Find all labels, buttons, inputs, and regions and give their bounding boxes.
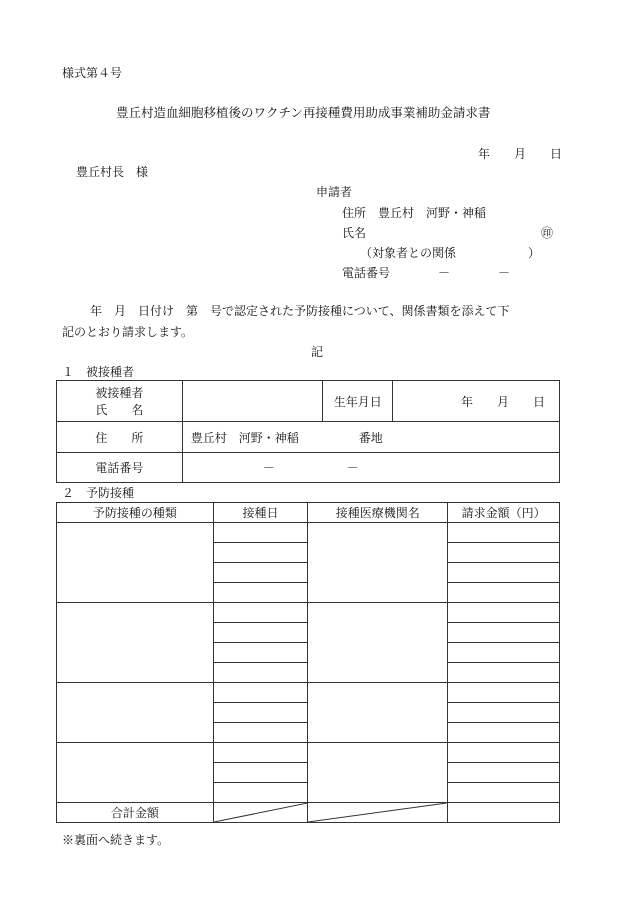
applicant-address: 住所 豊丘村 河野・神稲 <box>342 206 487 220</box>
body-text-line2: 記のとおり請求します。 <box>62 325 194 339</box>
claim-amount-cell[interactable] <box>448 783 560 803</box>
vaccine-type-cell[interactable] <box>57 743 214 803</box>
medical-institution-cell[interactable] <box>308 683 448 743</box>
vaccine-type-cell[interactable] <box>57 523 214 603</box>
applicant-relation: （対象者との関係 ） <box>360 246 541 260</box>
claim-amount-cell[interactable] <box>448 683 560 703</box>
vaccination-date-cell[interactable] <box>213 543 308 563</box>
claim-amount-cell[interactable] <box>448 663 560 683</box>
birthdate-label: 生年月日 <box>323 381 393 422</box>
recipient-name-label-2: 氏 名 <box>95 403 144 417</box>
claim-amount-cell[interactable] <box>448 583 560 603</box>
vaccination-date-cell[interactable] <box>213 643 308 663</box>
vaccination-date-cell[interactable] <box>213 563 308 583</box>
header-vaccination-date: 接種日 <box>213 503 308 523</box>
medical-institution-cell[interactable] <box>308 603 448 683</box>
claim-amount-cell[interactable] <box>448 743 560 763</box>
header-vaccine-type: 予防接種の種類 <box>57 503 214 523</box>
section1-heading: １ 被接種者 <box>62 365 135 379</box>
birthdate-value[interactable]: 年 月 日 <box>393 381 560 422</box>
vaccination-date-cell[interactable] <box>213 583 308 603</box>
claim-amount-cell[interactable] <box>448 703 560 723</box>
section2-heading: ２ 予防接種 <box>62 486 135 500</box>
recipient-phone-value[interactable] <box>182 453 559 483</box>
recipient-name-label-1: 被接種者 <box>95 386 144 400</box>
applicant-phone: 電話番号 － － <box>342 266 511 280</box>
applicant-label: 申請者 <box>316 185 353 199</box>
vaccination-date-cell[interactable] <box>213 683 308 703</box>
vaccination-date-cell[interactable] <box>213 763 308 783</box>
claim-amount-cell[interactable] <box>448 723 560 743</box>
total-amount-cell[interactable] <box>448 803 560 823</box>
vaccination-date-cell[interactable] <box>213 623 308 643</box>
claim-amount-cell[interactable] <box>448 603 560 623</box>
diagonal-strike <box>214 803 308 822</box>
total-institution-struck-cell <box>308 803 448 823</box>
footer-note: ※裏面へ続きます。 <box>62 833 170 847</box>
applicant-name-label: 氏名 <box>342 226 367 240</box>
claim-amount-cell[interactable] <box>448 623 560 643</box>
claim-amount-cell[interactable] <box>448 543 560 563</box>
form-number: 様式第４号 <box>62 66 123 80</box>
vaccine-type-cell[interactable] <box>57 603 214 683</box>
claim-amount-cell[interactable] <box>448 523 560 543</box>
addressee: 豊丘村長 様 <box>76 165 149 179</box>
claim-amount-cell[interactable] <box>448 643 560 663</box>
medical-institution-cell[interactable] <box>308 523 448 603</box>
recipient-name-label <box>57 381 183 422</box>
total-label: 合計金額 <box>57 803 214 823</box>
vaccination-date-cell[interactable] <box>213 723 308 743</box>
header-medical-institution: 接種医療機関名 <box>308 503 448 523</box>
recipient-table <box>56 380 560 483</box>
claim-amount-cell[interactable] <box>448 563 560 583</box>
vaccination-date-cell[interactable] <box>213 743 308 763</box>
vaccine-type-cell[interactable] <box>57 683 214 743</box>
vaccination-date-cell[interactable] <box>213 783 308 803</box>
recipient-phone-label: 電話番号 <box>57 453 183 483</box>
seal-mark: ㊞ <box>541 226 554 240</box>
total-date-struck-cell <box>213 803 308 823</box>
vaccination-table <box>56 502 560 823</box>
body-text-line1: 年 月 日付け 第 号で認定された予防接種について、関係書類を添えて下 <box>90 304 510 318</box>
claim-amount-cell[interactable] <box>448 763 560 783</box>
header-claim-amount: 請求金額（円） <box>448 503 560 523</box>
date-line: 年 月 日 <box>478 147 563 161</box>
medical-institution-cell[interactable] <box>308 743 448 803</box>
recipient-address-label: 住 所 <box>57 422 183 453</box>
recipient-name-value[interactable] <box>182 381 323 422</box>
recipient-phone-text: － － <box>262 461 359 475</box>
recipient-address-value[interactable]: 豊丘村 河野・神稲 番地 <box>182 422 559 453</box>
vaccination-date-cell[interactable] <box>213 603 308 623</box>
vaccination-date-cell[interactable] <box>213 523 308 543</box>
diagonal-strike <box>308 803 447 822</box>
document-title: 豊丘村造血細胞移植後のワクチン再接種費用助成事業補助金請求書 <box>116 105 491 120</box>
vaccination-date-cell[interactable] <box>213 703 308 723</box>
ki-heading: 記 <box>311 345 324 359</box>
vaccination-date-cell[interactable] <box>213 663 308 683</box>
